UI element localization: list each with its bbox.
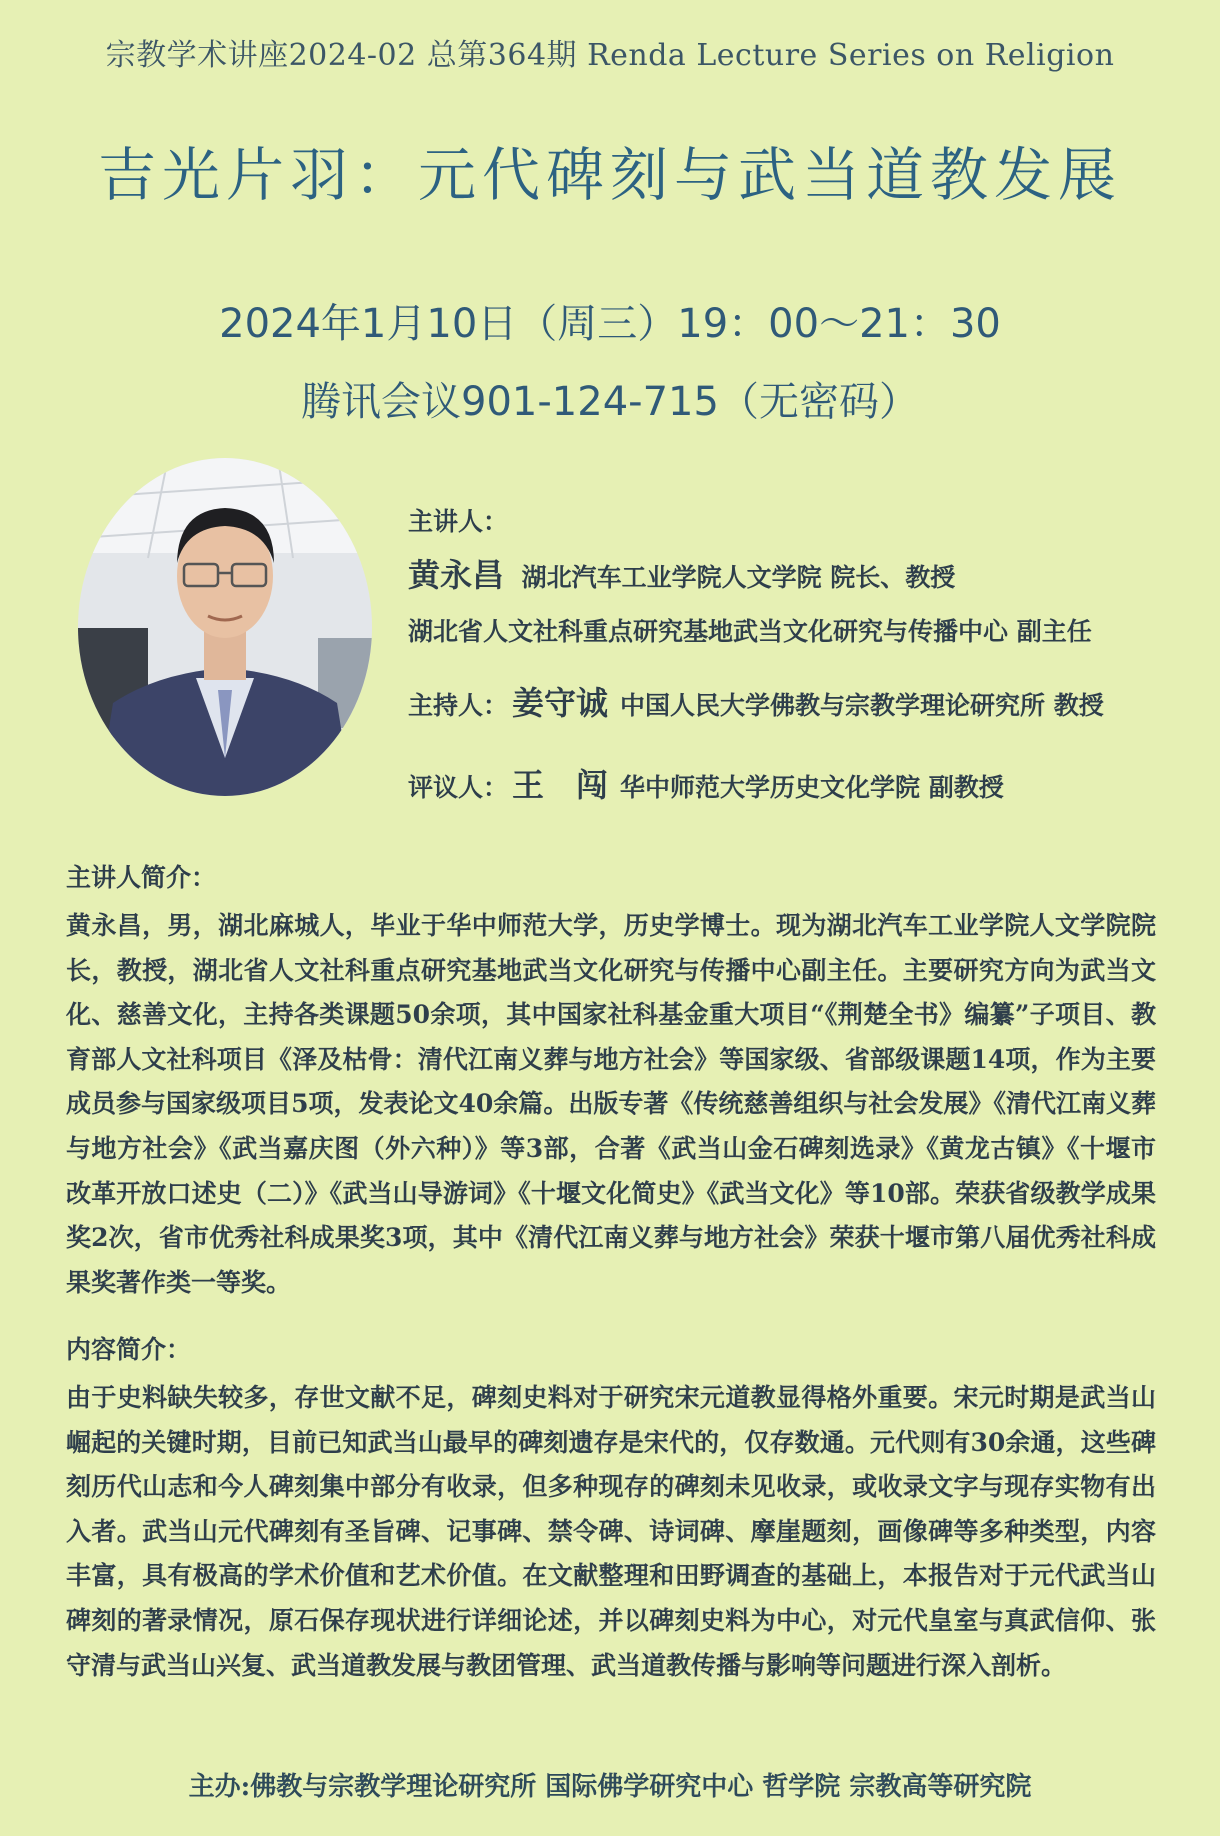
host-name: 姜守诚: [512, 684, 609, 722]
organizers-footer: 主办:佛教与宗教学理论研究所 国际佛学研究中心 哲学院 宗教高等研究院: [188, 1772, 1032, 1802]
discussant-line: [408, 760, 1004, 806]
speaker-label-line: [408, 502, 508, 538]
meeting-info: 腾讯会议901-124-715（无密码）: [301, 379, 919, 425]
bio-text: 黄永昌，男，湖北麻城人，毕业于华中师范大学，历史学博士。现为湖北汽车工业学院人文学院院长，教授，湖北省人文社科重点研究基地武当文化研究与传播中心副主任。主要研究方向为武当文化、慈善文化，主持各类课题50余项，其中国家社科基金重大项目“《荆楚全书》编纂”子项目、教育部人文社科项目《泽及枯骨：清代江南义葬与地方社会》等国家级、省部级课题14项，作为主要成员参与国家级项目5项，发表论文40余篇。出版专著《传统慈善组织与社会发展》《清代江南义葬与地方社会》《武当嘉庆图（外六种）》等3部，合著《武当山金石碑刻选录》《黄龙古镇》《十堰市改革开放口述史（二）》《武当山导游词》《十堰文化简史》《武当文化》等10部。荣获省级教学成果奖2次，省市优秀社科成果奖3项，其中《清代江南义葬与地方社会》荣获十堰市第八届优秀社科成果奖著作类一等奖。: [66, 911, 1156, 1297]
discussant-affiliation: 华中师范大学历史文化学院 副教授: [620, 773, 1004, 802]
host-line: [408, 678, 1104, 724]
series-header: 宗教学术讲座2024-02 总第364期 Renda Lecture Series on Religion: [105, 38, 1115, 73]
speaker-affiliation-line-2: [408, 612, 1092, 648]
bio-heading: 主讲人简介：: [66, 863, 217, 892]
discussant-label: 评议人：: [408, 773, 509, 802]
discussant-name: 王 闯: [512, 766, 609, 804]
speaker-affiliation-2: 湖北省人文社科重点研究基地武当文化研究与传播中心 副主任: [408, 617, 1092, 646]
lecture-datetime: 2024年1月10日（周三）19：00～21：30: [219, 301, 1001, 347]
host-affiliation: 中国人民大学佛教与宗教学理论研究所 教授: [620, 691, 1104, 720]
content-heading: 内容简介：: [66, 1335, 192, 1364]
speaker-portrait: [78, 458, 372, 796]
content-text: 由于史料缺失较多，存世文献不足，碑刻史料对于研究宋元道教显得格外重要。宋元时期是武当山崛起的关键时期，目前已知武当山最早的碑刻遗存是宋代的，仅存数通。元代则有30余通，这些碑刻历代山志和今人碑刻集中部分有收录，但多种现存的碑刻未见收录，或收录文字与现存实物有出入者。武当山元代碑刻有圣旨碑、记事碑、禁令碑、诗词碑、摩崖题刻，画像碑等多种类型，内容丰富，具有极高的学术价值和艺术价值。在文献整理和田野调查的基础上，本报告对于元代武当山碑刻的著录情况，原石保存现状进行详细论述，并以碑刻史料为中心，对元代皇室与真武信仰、张守清与武当山兴复、武当道教发展与教团管理、武当道教传播与影响等问题进行深入剖析。: [66, 1383, 1156, 1680]
bio-section: [66, 858, 1156, 1305]
lecture-title: 吉光片羽：元代碑刻与武当道教发展: [97, 141, 1122, 209]
speaker-line: [408, 550, 955, 596]
content-section: [66, 1330, 1156, 1688]
speaker-affiliation-1: 湖北汽车工业学院人文学院 院长、教授: [521, 563, 956, 592]
host-label: 主持人：: [408, 691, 509, 720]
speaker-label: 主讲人：: [408, 507, 509, 536]
speaker-name: 黄永昌: [408, 556, 505, 594]
